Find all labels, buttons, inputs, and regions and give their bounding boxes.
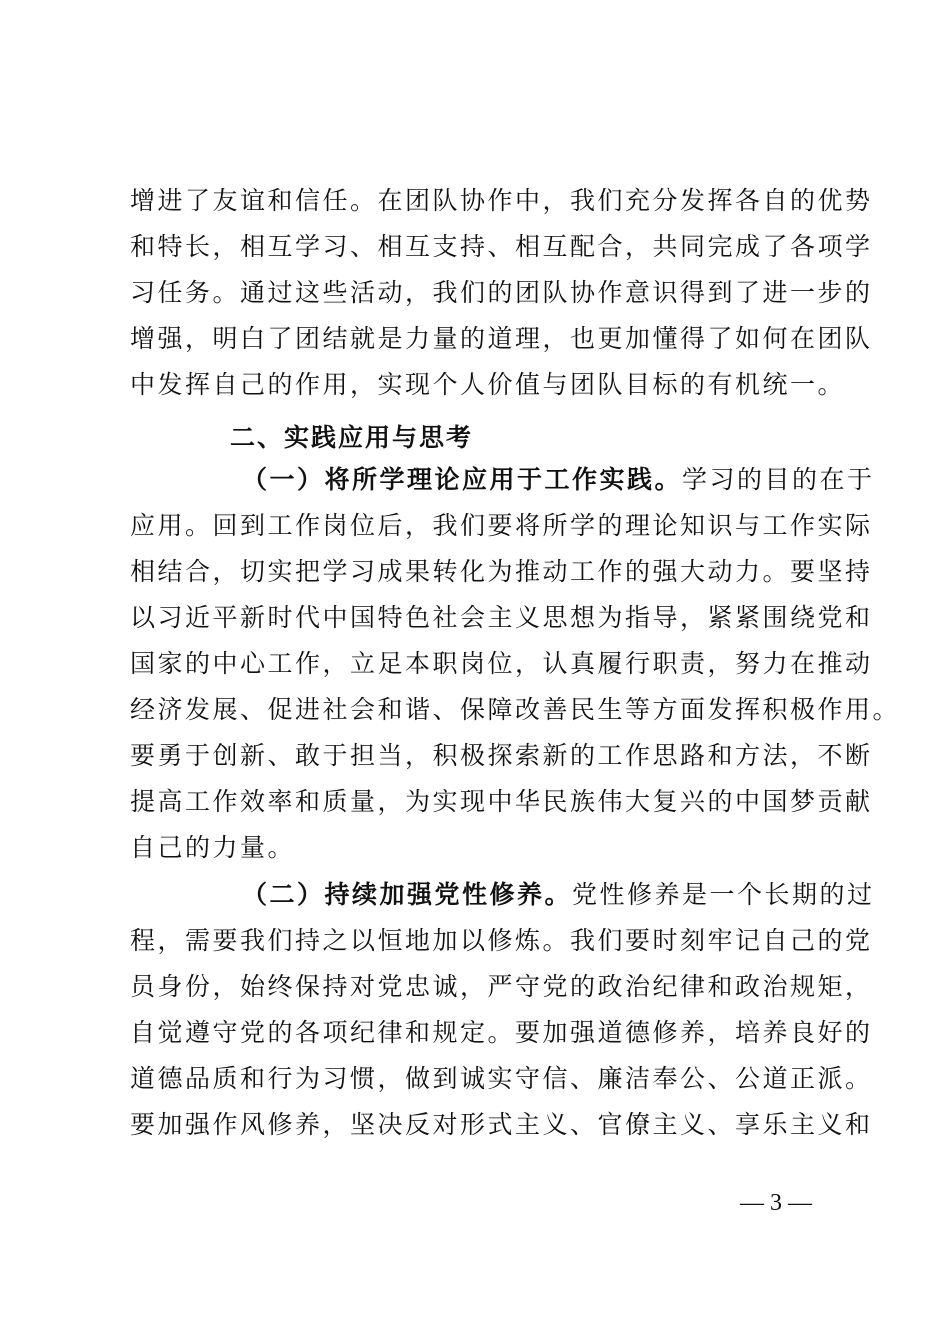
text-line: 自觉遵守党的各项纪律和规定。要加强道德修养，培养良好的 <box>130 1018 873 1047</box>
text-line: 增进了友谊和信任。在团队协作中，我们充分发挥各自的优势 <box>130 186 873 215</box>
text-line: 国家的中心工作，立足本职岗位，认真履行职责，努力在推动 <box>130 649 873 678</box>
subsection-1-first-line-rest: 学习的目的在于 <box>682 465 875 494</box>
subsection-2-lead: （二）持续加强党性修养。 <box>242 880 573 909</box>
text-line: 经济发展、促进社会和谐、保障改善民生等方面发挥积极作用。 <box>130 695 901 724</box>
text-line: 应用。回到工作岗位后，我们要将所学的理论知识与工作实际 <box>130 511 873 540</box>
subsection-1-paragraph <box>130 457 901 871</box>
text-line: 提高工作效率和质量，为实现中华民族伟大复兴的中国梦贡献 <box>130 787 873 816</box>
subsection-1-lead: （一）将所学理论应用于工作实践。 <box>242 465 683 494</box>
text-line: 要加强作风修养，坚决反对形式主义、官僚主义、享乐主义和 <box>130 1110 873 1139</box>
text-line: 中发挥自己的作用，实现个人价值与团队目标的有机统一。 <box>130 370 846 399</box>
section-heading: 二、实践应用与思考 <box>230 423 474 452</box>
text-line: 员身份，始终保持对党忠诚，严守党的政治纪律和政治规矩， <box>130 972 873 1001</box>
page-number: — 3 — <box>740 1190 812 1216</box>
subsection-2-paragraph <box>130 872 875 1148</box>
paragraph-continued <box>130 178 873 408</box>
text-line: 习任务。通过这些活动，我们的团队协作意识得到了进一步的 <box>130 278 873 307</box>
text-line: 要勇于创新、敢于担当，积极探索新的工作思路和方法，不断 <box>130 741 873 770</box>
text-line: 以习近平新时代中国特色社会主义思想为指导，紧紧围绕党和 <box>130 603 873 632</box>
text-line: 道德品质和行为习惯，做到诚实守信、廉洁奉公、公道正派。 <box>130 1064 873 1093</box>
subsection-2-first-line-rest: 党性修养是一个长期的过 <box>572 880 875 909</box>
text-line: 程，需要我们持之以恒地加以修炼。我们要时刻牢记自己的党 <box>130 926 873 955</box>
text-line: 相结合，切实把学习成果转化为推动工作的强大动力。要坚持 <box>130 557 873 586</box>
text-line-first <box>130 872 875 918</box>
text-line: 和特长，相互学习、相互支持、相互配合，共同完成了各项学 <box>130 232 873 261</box>
text-line: 自己的力量。 <box>130 833 296 862</box>
text-line-first <box>130 457 875 503</box>
text-line: 增强，明白了团结就是力量的道理，也更加懂得了如何在团队 <box>130 324 873 353</box>
